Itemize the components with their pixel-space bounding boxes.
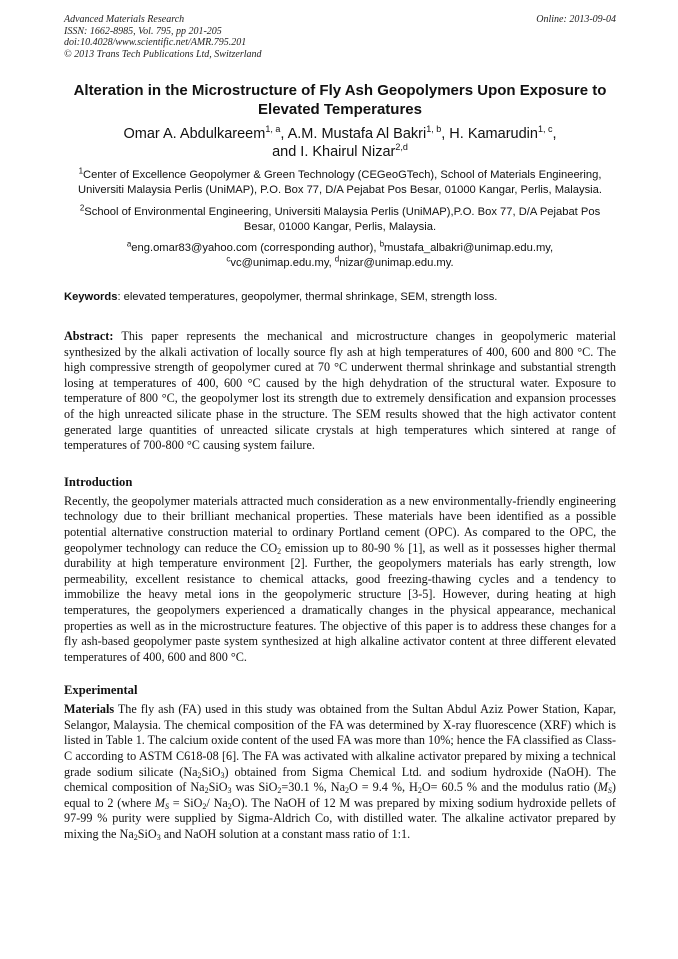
affiliation-text: Center of Excellence Geopolymer & Green Technology (CEGeoGTech), School of Materials Engineering, Universiti Malaysia Perlis (UniMAP), P.O. Box 77, D/A Pejabat Pos Besar, 01000 Kangar, Perlis, Malaysia. bbox=[78, 169, 602, 196]
abstract-text: This paper represents the mechanical and microstructure changes in geopolymeric material synthesized by the alkali activation of locally source fly ash at high temperatures of 400, 600 and 800 °C. The high compressive strength of geopolymer cured at 70 °C underwent thermal shrinkage and substantial strength losing at temperatures of 400, 600 °C caused by the high dehydration of the structural water. Exposure to temperature of 800 °C, the geopolymer lost its strength due to extremely densification and expansion processes of the high unreacted silicate phase in the structure. The SEM results showed that the high activator content generated large quantities of unreacted silicate crystals at high temperatures which sintered at range of temperatures of 700-800 °C causing system failure. bbox=[64, 329, 616, 453]
affiliation-1 bbox=[64, 168, 616, 198]
subscript: 2 bbox=[227, 801, 232, 811]
intro-text: emission up to 80-90 % [1], as well as it possesses higher thermal durability at high temperature environment [2]. Further, the geopolymers materials has early strength, low permeability, excellent resistance to chemical attacks, good freezing-thawing cycles and a tendency to immobilize the heavy metal ions in the geopolymeric structure [3-5]. However, during heating at high temperatures, the geopolymers experienced a dramatically changes in the physical appearance, mechanical properties as well as in the microstructure features. The objective of this paper is to address these changes for a fly ash-based geopolymer paste system synthesized at high alkaline activator content at three different elevated temperatures of 400, 600 and 800 °C. bbox=[64, 540, 616, 664]
materials-label: Materials bbox=[64, 702, 115, 717]
subscript: 2 bbox=[204, 786, 209, 796]
affiliation-2 bbox=[64, 205, 616, 235]
author-separator: , bbox=[280, 126, 288, 142]
email-text[interactable]: nizar@unimap.edu.my. bbox=[339, 256, 454, 269]
materials-text: SiO bbox=[208, 780, 228, 795]
materials-text: ) equal to 2 (where bbox=[64, 780, 616, 810]
paper-page bbox=[64, 14, 616, 843]
materials-text: and NaOH solution at a constant mass ratio of 1:1. bbox=[160, 827, 411, 842]
experimental-heading: Experimental bbox=[64, 683, 138, 698]
subscript: S bbox=[607, 786, 612, 796]
subscript: 2 bbox=[277, 786, 282, 796]
email-text[interactable]: vc@unimap.edu.my, bbox=[230, 256, 335, 269]
author-separator: , bbox=[552, 126, 557, 142]
subscript: 2 bbox=[277, 546, 282, 556]
introduction-heading: Introduction bbox=[64, 474, 133, 489]
subscript: 3 bbox=[220, 770, 225, 780]
email-text[interactable]: eng.omar83@yahoo.com (corresponding author), bbox=[131, 242, 380, 254]
subscript: 3 bbox=[156, 833, 161, 843]
subscript: 2 bbox=[417, 786, 422, 796]
online-date: Online: 2013-09-04 bbox=[536, 14, 616, 25]
email-mark: a bbox=[126, 239, 132, 249]
affiliation-number: 2 bbox=[79, 203, 85, 213]
materials-text: ) obtained from Sigma Chemical Ltd. and sodium hydroxide (NaOH). The chemical composition of Na bbox=[64, 764, 616, 795]
author-name: Omar A. Abdulkareem bbox=[123, 126, 266, 142]
subscript: S bbox=[165, 801, 170, 811]
email-mark: b bbox=[379, 239, 385, 249]
doi-line[interactable]: doi:10.4028/www.scientific.net/AMR.795.201 bbox=[64, 37, 247, 48]
intro-text: Recently, the geopolymer materials attracted much consideration as a new environmentally-friendly engineering technology due to their brilliant mechanical properties. These materials have been identified as a possible potential alternative construction material to ordinary Portland cement (OPC). As compared to the OPC, the geopolymer technology can reduce the CO bbox=[64, 493, 616, 555]
author-name: and I. Khairul Nizar bbox=[272, 144, 396, 160]
journal-name: Advanced Materials Research bbox=[64, 14, 185, 25]
modulus-symbol: M bbox=[597, 780, 608, 795]
email-text[interactable]: mustafa_albakri@unimap.edu.my, bbox=[384, 242, 554, 254]
keywords-text: : elevated temperatures, geopolymer, thermal shrinkage, SEM, strength loss. bbox=[117, 291, 498, 303]
introduction-paragraph bbox=[64, 494, 616, 666]
journal-header bbox=[64, 14, 616, 60]
author-affiliation-mark: 2,d bbox=[395, 142, 408, 153]
subscript: 2 bbox=[197, 770, 202, 780]
subscript: 3 bbox=[227, 786, 232, 796]
author-affiliation-mark: 1, c bbox=[537, 124, 553, 135]
author-name: A.M. Mustafa Al Bakri bbox=[287, 126, 427, 142]
materials-text: SiO bbox=[201, 764, 221, 779]
author-affiliation-mark: 1, a bbox=[265, 124, 281, 135]
subscript: 2 bbox=[133, 833, 138, 843]
copyright-line: © 2013 Trans Tech Publications Ltd, Switzerland bbox=[64, 48, 262, 60]
keywords-label: Keywords bbox=[64, 291, 118, 303]
author-name: H. Kamarudin bbox=[449, 126, 538, 142]
keywords bbox=[64, 290, 616, 305]
affiliation-number: 1 bbox=[78, 166, 84, 176]
materials-text: O = 9.4 %, H bbox=[349, 780, 418, 795]
paper-title: Alteration in the Microstructure of Fly Ash Geopolymers Upon Exposure to Elevated Temperatures bbox=[73, 82, 607, 118]
subscript: 2 bbox=[345, 786, 350, 796]
abstract-label: Abstract: bbox=[64, 329, 114, 343]
email-mark: d bbox=[334, 253, 340, 263]
materials-text: The fly ash (FA) used in this study was obtained from the Sultan Abdul Aziz Power Station, Kapar, Selangor, Malaysia. The chemical composition of the FA was determined by X-ray fluorescence (XRF) which is listed in Table 1. The calcium oxide content of the used FA was more than 10%; hence the FA classified as Class-C according to ASTM C618-08 [6]. The FA was activated with alkaline activator prepared by mixing a technical grade sodium silicate (Na bbox=[64, 702, 616, 779]
materials-text: =30.1 %, Na bbox=[281, 780, 346, 795]
materials-text: O= 60.5 % and the modulus ratio ( bbox=[421, 780, 598, 795]
materials-paragraph bbox=[64, 702, 616, 842]
author-separator: , bbox=[441, 126, 450, 142]
materials-text: SiO bbox=[137, 827, 157, 842]
issn-line: ISSN: 1662-8985, Vol. 795, pp 201-205 bbox=[64, 25, 222, 37]
author-list bbox=[64, 125, 616, 161]
modulus-symbol: M bbox=[154, 795, 166, 810]
subscript: 2 bbox=[202, 801, 207, 811]
materials-text: O). The NaOH of 12 M was prepared by mixing sodium hydroxide pellets of 97-99 % purity were supplied by Sigma-Aldrich Co, with distilled water. The alkaline activator prepared by mixing the Na bbox=[64, 795, 616, 842]
materials-text: was SiO bbox=[231, 780, 278, 795]
materials-text: / Na bbox=[206, 795, 228, 810]
author-emails bbox=[64, 241, 616, 270]
materials-text: = SiO bbox=[169, 795, 203, 810]
affiliation-text: School of Environmental Engineering, Universiti Malaysia Perlis (UniMAP),P.O. Box 77, D/A Pejabat Pos Besar, 01000 Kangar, Perlis, Malaysia. bbox=[84, 206, 601, 233]
email-mark: c bbox=[226, 253, 231, 263]
author-affiliation-mark: 1, b bbox=[426, 124, 442, 135]
abstract bbox=[64, 329, 616, 454]
